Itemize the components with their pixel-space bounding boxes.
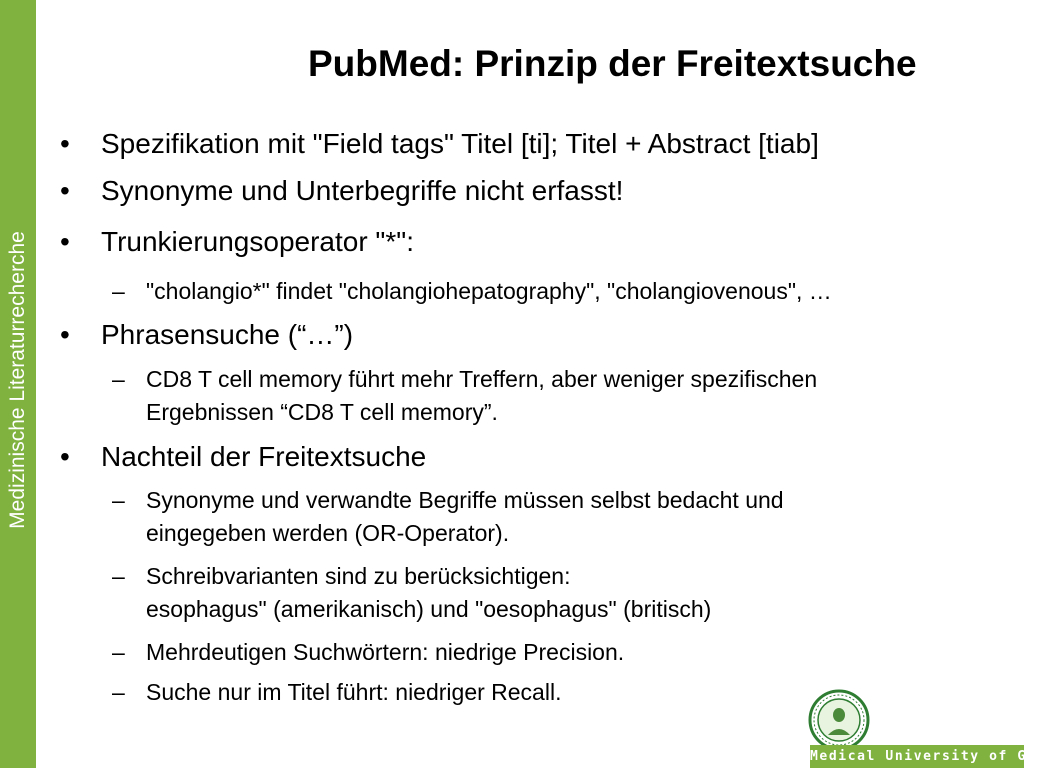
sub-bullet-line: Synonyme und verwandte Begriffe müssen selbst bedacht und [146,487,784,513]
sub-bullet-line: Suche nur im Titel führt: niedriger Recall. [146,679,562,705]
sub-bullet-text [146,363,817,429]
sidebar-band [0,0,36,768]
slide-title: PubMed: Prinzip der Freitextsuche [308,43,917,84]
sub-bullet-line: CD8 T cell memory führt mehr Treffern, aber weniger spezifischen [146,366,818,392]
university-seal-logo [808,689,870,751]
dash-marker: – [112,366,125,392]
footer-bar [810,745,1055,768]
sub-bullet-text [146,676,561,709]
bullet-marker: • [60,441,70,472]
sub-bullet-line: "cholangio*" findet "cholangiohepatography", "cholangiovenous", … [146,278,832,304]
university-name: Medical University of Graz [810,749,1055,764]
bullet-marker: • [60,319,70,350]
bullet-marker: • [60,175,70,206]
sub-bullet-line: eingegeben werden (OR-Operator). [146,520,510,546]
sub-bullet-line: esophagus" (amerikanisch) und "oesophagus" (britisch) [146,596,712,622]
bullet-text: Nachteil der Freitextsuche [101,441,427,472]
bullet-marker: • [60,128,70,159]
sub-bullet-text [146,275,832,308]
sub-bullet-text [146,636,624,669]
sub-bullet-line: Schreibvarianten sind zu berücksichtigen: [146,563,571,589]
bullet-marker: • [60,226,70,257]
bullet-text: Phrasensuche (“…”) [101,319,354,350]
dash-marker: – [112,563,125,589]
sidebar-label: Medizinische Literaturrecherche [6,231,29,529]
dash-marker: – [112,278,125,304]
sub-bullet-line: Ergebnissen “CD8 T cell memory”. [146,399,498,425]
sub-bullet-text [146,484,784,550]
bullet-text: Synonyme und Unterbegriffe nicht erfasst! [101,175,624,206]
dash-marker: – [112,487,125,513]
bullet-text: Trunkierungsoperator "*": [101,226,414,257]
dash-marker: – [112,679,125,705]
dash-marker: – [112,639,125,665]
bullet-text: Spezifikation mit "Field tags" Titel [ti]; Titel + Abstract [tiab] [101,128,819,159]
sub-bullet-line: Mehrdeutigen Suchwörtern: niedrige Precision. [146,639,625,665]
sub-bullet-text [146,560,711,626]
